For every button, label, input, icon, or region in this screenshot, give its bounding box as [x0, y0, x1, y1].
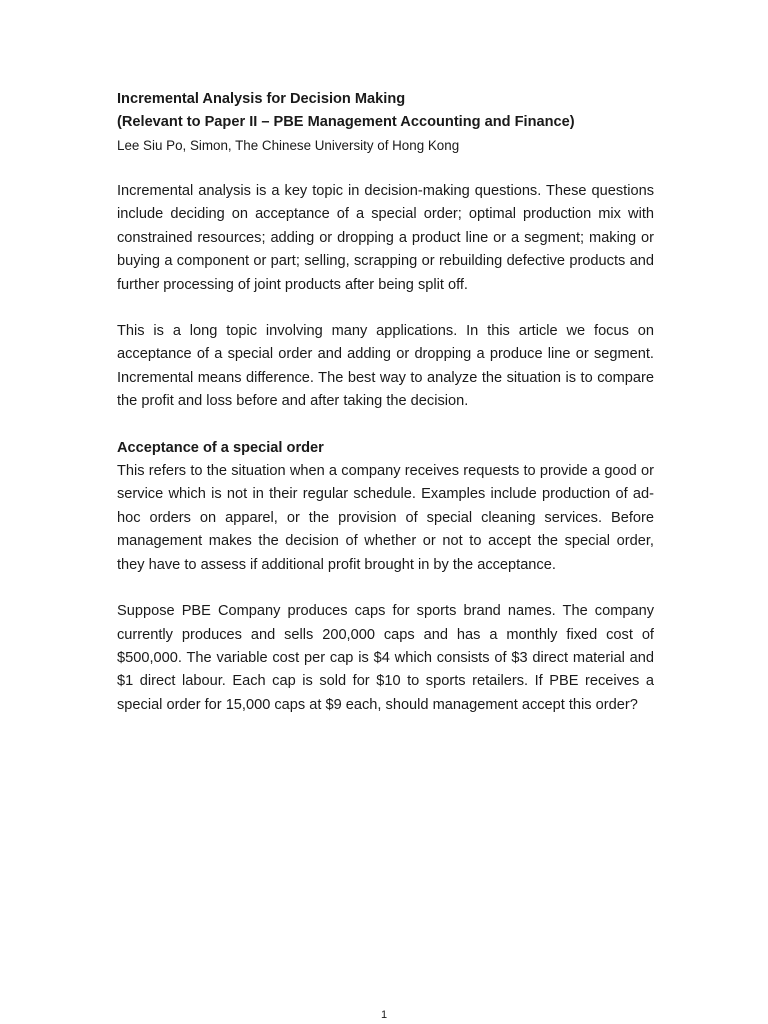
paragraph-spacer — [117, 297, 654, 320]
document-author: Lee Siu Po, Simon, The Chinese University of Hong Kong — [117, 138, 460, 153]
paragraph-special-order: This refers to the situation when a company receives requests to provide a good or service which is not in their regular schedule. Examples include production of ad-hoc orders on apparel, or the provision of special cleaning services. Before management makes the decision of whether or not to accept the special order, they have to assess if additional profit brought in by the acceptance. — [117, 463, 654, 573]
document-page — [117, 88, 654, 717]
paragraph-spacer — [117, 157, 654, 180]
section-heading: Acceptance of a special order — [117, 439, 324, 456]
paragraph-focus: This is a long topic involving many applications. In this article we focus on acceptance of a special order and adding or dropping a produce line or segment. Incremental means difference. The best way to analyze the situation is to compare the profit and loss before and after taking the decision. — [117, 323, 654, 410]
paragraph-spacer — [117, 414, 654, 437]
document-title-line2: (Relevant to Paper II – PBE Management Accounting and Finance) — [117, 114, 575, 130]
paragraph-spacer — [117, 577, 654, 600]
paragraph-example: Suppose PBE Company produces caps for sports brand names. The company currently produces and sells 200,000 caps and has a monthly fixed cost of $500,000. The variable cost per cap is $4 which consists of $3 direct material and $1 direct labour. Each cap is sold for $10 to sports retailers. If PBE receives a special order for 15,000 caps at $9 each, should management accept this order? — [117, 603, 654, 713]
paragraph-intro: Incremental analysis is a key topic in decision-making questions. These questions include deciding on acceptance of a special order; optimal production mix with constrained resources; adding or dropping a product line or a segment; making or buying a component or part; selling, scrapping or rebuilding defective products and further processing of joint products after being split off. — [117, 183, 654, 293]
page-number: 1 — [380, 1009, 388, 1021]
document-title-line1: Incremental Analysis for Decision Making — [117, 91, 406, 107]
